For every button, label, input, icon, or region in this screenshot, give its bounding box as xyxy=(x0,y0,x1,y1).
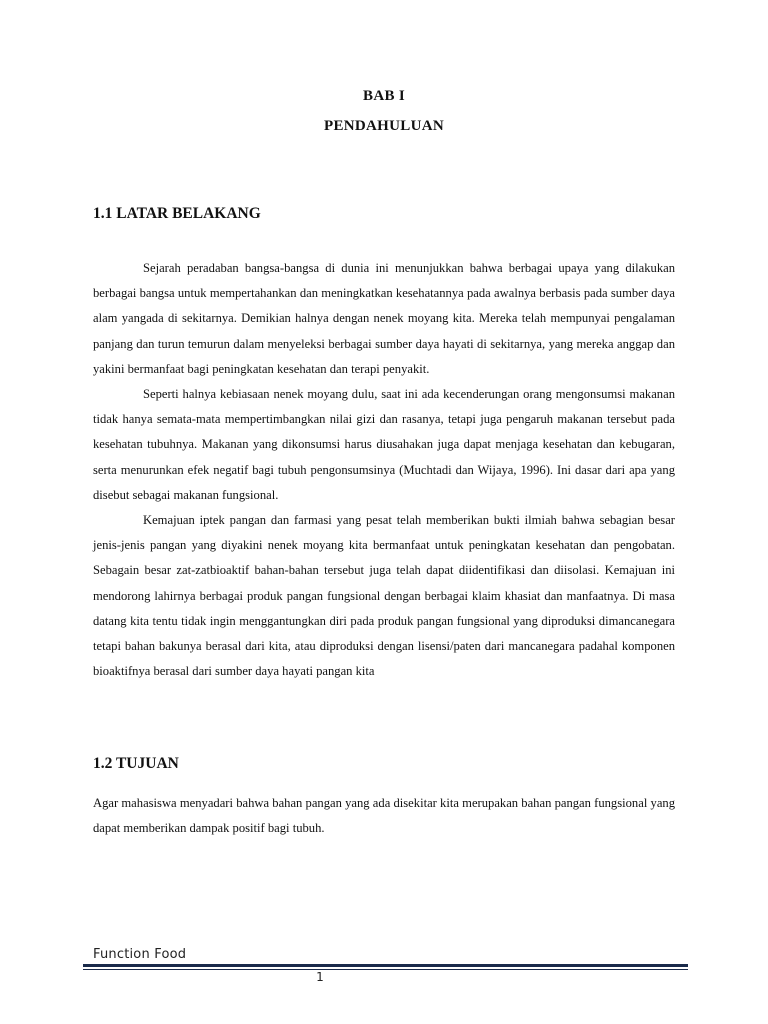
section-heading-tujuan: 1.2 TUJUAN xyxy=(93,755,179,772)
paragraph: Agar mahasiswa menyadari bahwa bahan pangan yang ada disekitar kita merupakan bahan pangan fungsional yang dapat memberikan dampak positif bagi tubuh. xyxy=(93,796,675,836)
footer-rule xyxy=(83,964,688,967)
section-body-tujuan xyxy=(93,791,675,841)
paragraph: Kemajuan iptek pangan dan farmasi yang pesat telah memberikan bukti ilmiah bahwa sebagian besar jenis-jenis pangan yang diyakini nenek moyang kita bermanfaat untuk peningkatan kesehatan dan pengobatan. Sebagain besar zat-zatbioaktif bahan-bahan tersebut juga telah dapat diidentifikasi dan diisolasi. Kemajuan ini mendorong lahirnya berbagai produk pangan fungsional dengan berbagai klaim khasiat dan manfaatnya. Di masa datang kita tentu tidak ingin menggantungkan diri pada produk pangan fungsional yang diproduksi dimancanegara tetapi bahan bakunya berasal dari kita, atau diproduksi dengan lisensi/paten dari mancanegara padahal komponen bioaktifnya berasal dari sumber daya hayati pangan kita xyxy=(93,513,675,679)
footer-label: Function Food xyxy=(93,947,187,962)
section-heading-latar-belakang: 1.1 LATAR BELAKANG xyxy=(93,205,261,222)
chapter-number: BAB I xyxy=(363,88,405,104)
section-body-latar-belakang xyxy=(93,256,675,684)
paragraph: Sejarah peradaban bangsa-bangsa di dunia ini menunjukkan bahwa berbagai upaya yang dilakukan berbagai bangsa untuk mempertahankan dan meningkatkan kesehatannya pada awalnya berbasis pada sumber daya alam yangada di sekitarnya. Demikian halnya dengan nenek moyang kita. Mereka telah mempunyai pengalaman panjang dan turun temurun dalam menyeleksi berbagai sumber daya hayati di sekitarnya, yang mereka anggap dan yakini bermanfaat bagi peningkatan kesehatan dan terapi penyakit. xyxy=(93,261,675,376)
chapter-title: PENDAHULUAN xyxy=(324,118,444,134)
paragraph: Seperti halnya kebiasaan nenek moyang dulu, saat ini ada kecenderungan orang mengonsumsi makanan tidak hanya semata-mata mempertimbangkan nilai gizi dan rasanya, tetapi juga pengaruh makanan tersebut pada kesehatan tubuhnya. Makanan yang dikonsumsi harus diusahakan juga dapat menjaga kesehatan dan kebugaran, serta menurunkan efek negatif bagi tubuh pengonsumsinya (Muchtadi dan Wijaya, 1996). Ini dasar dari apa yang disebut sebagai makanan fungsional. xyxy=(93,387,675,502)
page-number: 1 xyxy=(316,970,324,984)
